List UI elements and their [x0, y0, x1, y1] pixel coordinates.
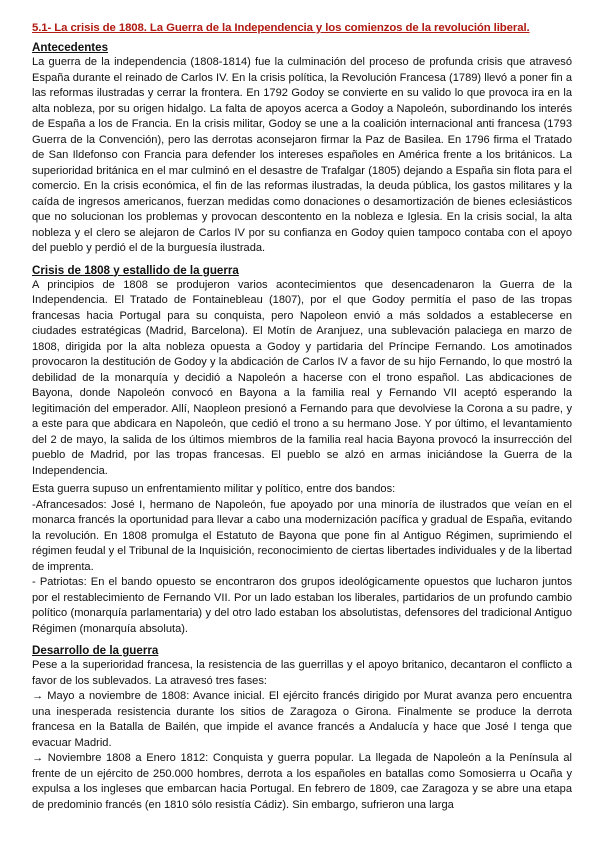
section-heading: Antecedentes [32, 41, 109, 54]
section-heading: Crisis de 1808 y estallido de la guerra [32, 263, 239, 277]
section-desarrollo [32, 643, 572, 813]
paragraph: Pese a la superioridad francesa, la resistencia de las guerrillas y el apoyo britanico, decantaron el conflicto a favor de los sublevados. La atravesó tres fases: [32, 659, 572, 687]
section-crisis-1808 [32, 263, 572, 638]
paragraph: → Mayo a noviembre de 1808: Avance inicial. El ejército francés dirigido por Murat avanza pero encuentra una inesperada resistencia durante los sitios de Zaragoza o Girona. Finalmente se produce la derrota francesa en la Batalla de Bailén, que impide el avance francés a Andalucía y hace que José I tenga que evacuar Madrid. [32, 690, 572, 749]
paragraph: -Afrancesados: José I, hermano de Napoleón, fue apoyado por una minoría de ilustrados que veían en el monarca francés la oportunidad para llevar a cabo una modernización pacífica y gradual de España, evitando la revolución. En 1808 promulga el Estatuto de Bayona que pone fin al Antiguo Régimen, suprimiendo el régimen feudal y el Tribunal de la Inquisición, reconocimiento de ciertas libertades individuales y de la libertad de imprenta. [32, 498, 572, 573]
paragraph: A principios de 1808 se produjeron varios acontecimientos que desencadenaron la Guerra de la Independencia. El Tratado de Fontainebleau (1807), por el que Godoy permitía el paso de las tropas francesas hacia Portugal para su conquista, pero Napoleon envió a más soldados a establecerse en ciudades estratégicas (Madrid, Barcelona). El Motín de Aranjuez, una sublevación palaciega en marzo de 1808, dirigida por la alta nobleza opuesta a Godoy y partidaria del Príncipe Fernando. Los amotinados provocaron la destitución de Godoy y la abdicación de Carlos IV a favor de su hijo Fernando, lo que mostró la debilidad de la monarquía y decidió a Napoleón a hacerse con el trono español. Las abdicaciones de Bayona, donde Napoleón convocó en Bayona a la familia real y Fernando VII aceptó esperando la legitimación del emperador. Allí, Naopleon presionó a Fernando para que devolviese la Corona a su padre, y a este para que abdicara en Napoleón, que cedió el trono a su hermano Jose. Y por último, el levantamiento del 2 de mayo, la salida de los últimos miembros de la familia real hacia Bayona provocó la insurrección del pueblo de Madrid, por las tropas francesas. El pueblo se alzó en armas iniciándose la Guerra de la Independencia. [32, 278, 572, 477]
paragraph: La guerra de la independencia (1808-1814) fue la culminación del proceso de profunda crisis que atravesó España durante el reinado de Carlos IV. En la crisis política, la Revolución Francesa (1789) llevó a poner fin a las reformas ilustradas y cerrar la frontera. En 1792 Godoy se convierte en su valido lo que provoca ira en la alta nobleza, por su origen hidalgo. La falta de apoyos acerca a Godoy a Napoleón, subordinando los interés de España a los de Francia. En la crisis militar, Godoy se une a la coalición internacional anti francesa (1793 Guerra de la Convención), pero las derrotas aconsejaron firmar la Paz de Basilea. En 1796 firma el Tratado de San Ildefonso con Francia para defender los intereses españoles en América frente a los británicos. La superioridad británica en el mar culminó en el desastre de Trafalgar (1805) dejando a España sin flota para el comercio. En la crisis económica, el fin de las reformas ilustradas, la deuda pública, los gastos militares y la caída de ingresos americanos, fuerzan medidas como donaciones o desamortización de bienes eclesiásticos que no solucionan los problemas y provocan descontento en la nobleza e Iglesia. En la crisis social, la alta nobleza y el clero se alejaron de Carlos IV por su confianza en Godoy quien tampoco contaba con el apoyo del pueblo y perdió el de la burguesía ilustrada. [32, 56, 572, 254]
paragraph: → Noviembre 1808 a Enero 1812: Conquista y guerra popular. La llegada de Napoleón a la Península al frente de un ejército de 250.000 hombres, derrota a los españoles en batallas como Somosierra u Ocaña y expulsa a los ingleses que embarcan hacia Portugal. En febrero de 1809, cae Zaragoza y se abre una etapa de predominio francés (en 1810 sólo resistía Cádiz). Sin embargo, sufrieron una larga [32, 752, 572, 811]
section-antecedentes [32, 40, 572, 257]
section-heading: Desarrollo de la guerra [32, 644, 159, 657]
paragraph: - Patriotas: En el bando opuesto se encontraron dos grupos ideológicamente opuestos que lucharon juntos por el restablecimiento de Fernando VII. Por un lado estaban los liberales, partidarios de un profundo cambio político (monarquía parlamentaria) y del otro lado estaban los absolutistas, defensores del tradicional Antiguo Régimen (monarquía absoluta). [32, 576, 572, 635]
page-title: 5.1- La crisis de 1808. La Guerra de la Independencia y los comienzos de la revolución liberal. [32, 22, 530, 34]
paragraph: Esta guerra supuso un enfrentamiento militar y político, entre dos bandos: [32, 483, 396, 495]
